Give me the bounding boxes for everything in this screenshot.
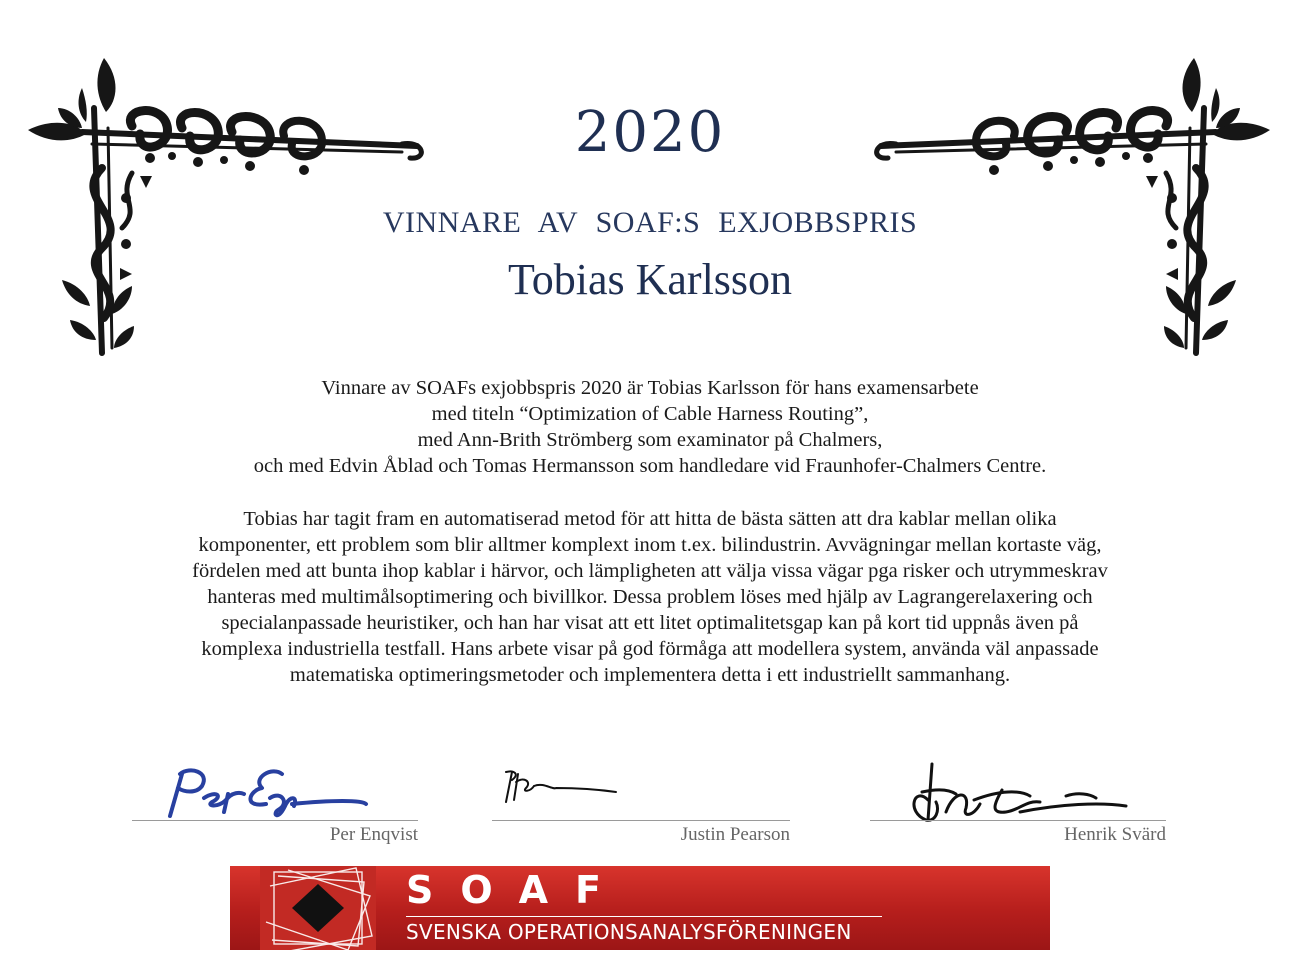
soaf-logo-banner (230, 866, 1050, 950)
signature-henrik-svard (870, 760, 1166, 822)
citation-line: komponenter, ett problem som blir alltmer komplext inom t.ex. bilindustrin. Avvägningar mellan kortaste väg, (198, 534, 1102, 556)
signature-line (132, 820, 418, 821)
signature-per-enqvist (132, 760, 418, 822)
citation-line: med titeln “Optimization of Cable Harness Routing”, (431, 403, 869, 425)
citation-line: fördelen med att bunta ihop kablar i härvor, och lämpligheten att välja vissa vägar pga risker och utrymmeskrav (192, 560, 1108, 582)
signatory-name: Per Enqvist (329, 824, 418, 845)
citation-line: och med Edvin Åblad och Tomas Hermansson som handledare vid Fraunhofer-Chalmers Centre. (253, 455, 1047, 477)
signature-line (870, 820, 1166, 821)
logo-subtitle: SVENSKA OPERATIONSANALYSFÖRENINGEN (406, 920, 852, 944)
winner-name: Tobias Karlsson (507, 255, 793, 304)
certificate-year: 2020 (574, 100, 726, 165)
citation-line: hanteras med multimålsoptimering och bivillkor. Dessa problem löses med hjälp av Lagrangerelaxering och (207, 586, 1093, 608)
signature-block-justin-pearson (492, 760, 790, 852)
logo-title: SOAF (406, 868, 629, 912)
citation-paragraph-2 (100, 506, 1200, 688)
citation-line: specialanpassade heuristiker, och han har visat att ett litet optimalitetsgap kan på kort tid uppnås även på (221, 612, 1079, 634)
signature-justin-pearson (492, 760, 790, 822)
citation-line: komplexa industriella testfall. Hans arbete visar på god förmåga att modellera system, använda väl anpassade (201, 638, 1099, 660)
citation-line: Tobias har tagit fram en automatiserad metod för att hitta de bästa sätten att dra kablar mellan olika (243, 508, 1057, 530)
signature-block-per-enqvist (132, 760, 418, 852)
signatory-name: Justin Pearson (680, 824, 790, 845)
logo-divider (406, 916, 882, 917)
citation-line: med Ann-Brith Strömberg som examinator på Chalmers, (417, 429, 883, 451)
signature-block-henrik-svard (870, 760, 1166, 852)
citation-line: Vinnare av SOAFs exjobbspris 2020 är Tobias Karlsson för hans examensarbete (321, 377, 979, 399)
citation-line: matematiska optimeringsmetoder och implementera detta i ett industriellt sammanhang. (289, 664, 1011, 686)
certificate-heading: VINNARE AV SOAF:S EXJOBBSPRIS (382, 206, 918, 239)
signatory-name: Henrik Svärd (1064, 824, 1166, 845)
citation-paragraph-1 (100, 375, 1200, 479)
soaf-emblem-icon (260, 866, 376, 950)
signature-line (492, 820, 790, 821)
